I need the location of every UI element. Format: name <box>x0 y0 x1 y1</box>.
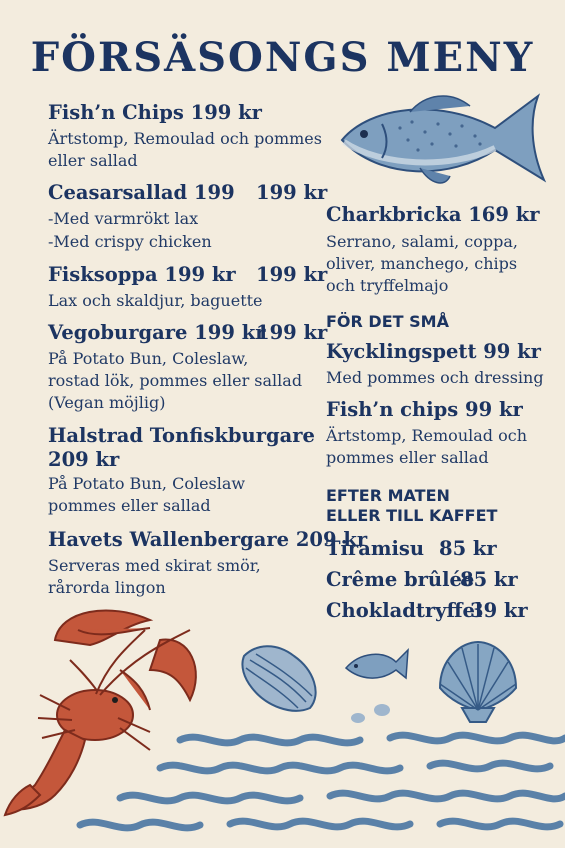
item-desc-wallenbergare-1: Serveras med skirat smör, <box>48 556 261 575</box>
item-desc-vegoburgare-2: rostad lök, pommes eller sallad <box>48 371 303 390</box>
item-price-tonfiskburgare: 209 kr <box>48 448 120 471</box>
section-heading-coffee-2: ELLER TILL KAFFET <box>326 506 498 525</box>
dessert-price-creme-brulee: 85 kr <box>460 568 518 591</box>
item-desc-vegoburgare-3: (Vegan möjlig) <box>48 393 166 412</box>
dessert-name-chokladtryffel: Chokladtryffel <box>326 599 483 622</box>
item-desc-tonfiskburgare-2: pommes eller sallad <box>48 496 211 515</box>
item-desc-kycklingspett-1: Med pommes och dressing <box>326 368 544 387</box>
item-title-kycklingspett: Kycklingspett 99 kr <box>326 340 541 363</box>
section-heading-kids: FÖR DET SMÅ <box>326 312 449 331</box>
dessert-name-creme-brulee: Crême brûlée <box>326 568 475 591</box>
scallop-shell-illustration <box>432 638 524 726</box>
item-desc-tonfiskburgare-1: På Potato Bun, Coleslaw <box>48 474 246 493</box>
item-desc-kids-fishchips-1: Ärtstomp, Remoulad och <box>326 426 527 445</box>
item-desc-kids-fishchips-2: pommes eller sallad <box>326 448 489 467</box>
item-desc-vegoburgare-1: På Potato Bun, Coleslaw, <box>48 349 249 368</box>
small-fish-illustration <box>340 640 410 730</box>
item-desc-fisksoppa-1: Lax och skaldjur, baguette <box>48 291 263 310</box>
item-title-wallenbergare: Havets Wallenbergare 209 kr <box>48 528 368 551</box>
item-desc-charkbricka-1: Serrano, salami, coppa, <box>326 232 518 251</box>
dessert-name-tiramisu: Tiramisu <box>326 537 425 560</box>
item-title-vegoburgare: Vegoburgare 199 kr <box>48 321 266 344</box>
item-price-vegoburgare: 199 kr <box>256 321 328 344</box>
item-desc-wallenbergare-2: rårorda lingon <box>48 578 166 597</box>
dessert-price-chokladtryffel: 39 kr <box>470 599 528 622</box>
item-title-fishnchips: Fish’n Chips 199 kr <box>48 101 262 124</box>
item-title-ceasarsallad: Ceasarsallad 199 <box>48 181 235 204</box>
item-title-charkbricka: Charkbricka 169 kr <box>326 203 540 226</box>
item-title-kids-fishchips: Fish’n chips 99 kr <box>326 398 523 421</box>
item-desc-charkbricka-3: och tryffelmajo <box>326 276 449 295</box>
waves-illustration <box>60 720 565 840</box>
item-desc-ceasarsallad-1: -Med varmrökt lax <box>48 209 199 228</box>
item-desc-fishnchips-1: Ärtstomp, Remoulad och pommes <box>48 129 322 148</box>
item-price-ceasarsallad: 199 kr <box>256 181 328 204</box>
item-desc-ceasarsallad-2: -Med crispy chicken <box>48 232 212 251</box>
item-title-tonfiskburgare: Halstrad Tonfiskburgare <box>48 424 315 447</box>
fish-illustration <box>330 88 552 194</box>
dessert-price-tiramisu: 85 kr <box>439 537 497 560</box>
item-desc-charkbricka-2: oliver, manchego, chips <box>326 254 518 273</box>
section-heading-coffee-1: EFTER MATEN <box>326 486 450 505</box>
item-title-fisksoppa: Fisksoppa 199 kr <box>48 263 236 286</box>
seashell-illustration <box>236 636 326 716</box>
item-price-fisksoppa: 199 kr <box>256 263 328 286</box>
menu-title: FÖRSÄSONGS MENY <box>30 34 535 81</box>
item-desc-fishnchips-2: eller sallad <box>48 151 138 170</box>
